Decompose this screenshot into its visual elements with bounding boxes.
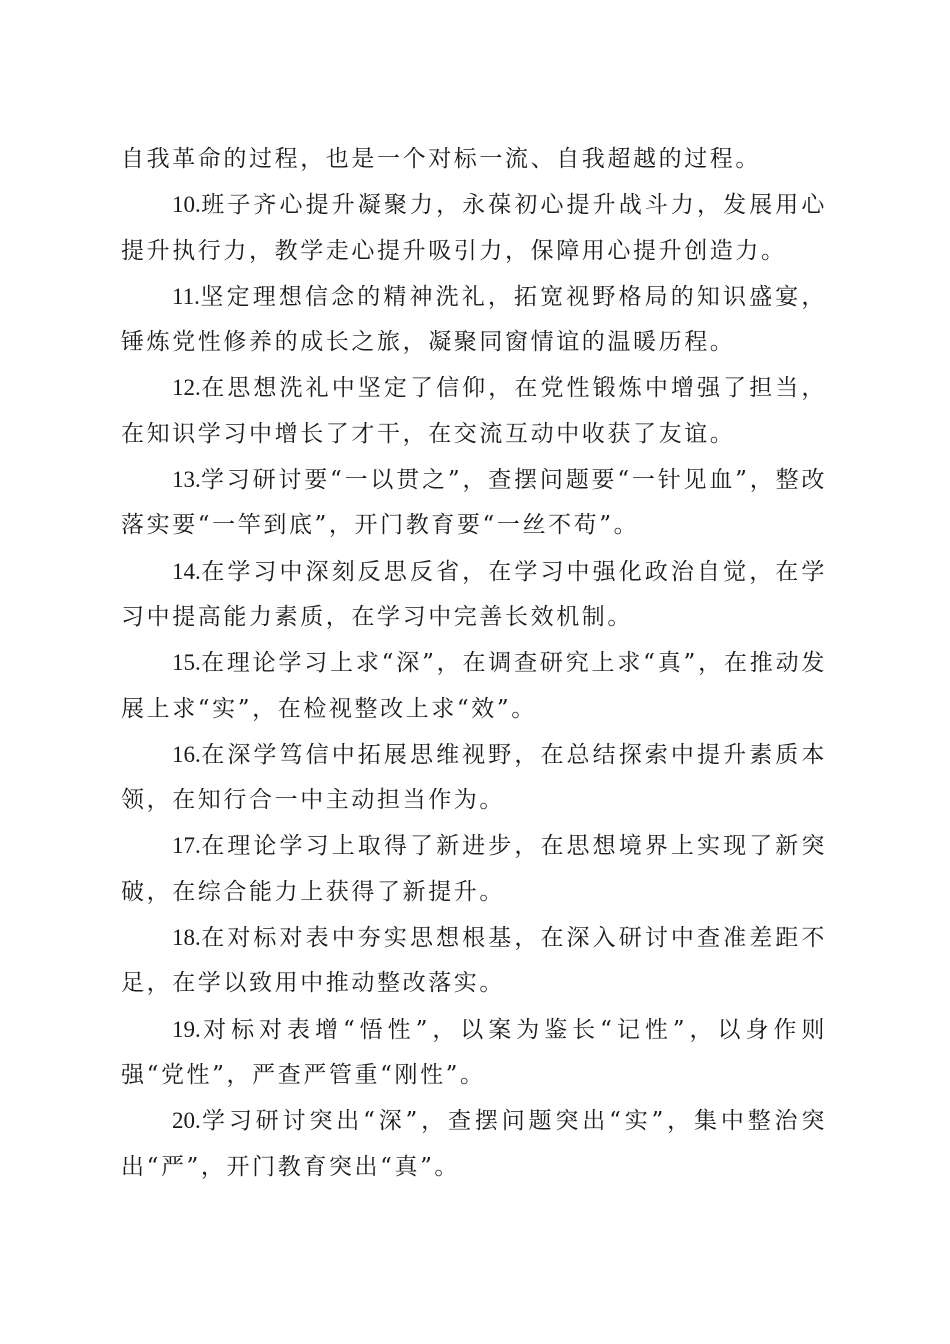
list-item	[121, 732, 827, 824]
document-body	[121, 137, 827, 1190]
item-number: 20.	[172, 1108, 201, 1134]
list-item	[121, 365, 827, 457]
item-text: 在理论学习上求“深”，在调查研究上求“真”，在推动发展上求“实”，在检视整改上求“效”。	[121, 650, 827, 722]
item-text: 对标对表增“悟性”，以案为鉴长“记性”，以身作则强“党性”，严查严管重“刚性”。	[121, 1016, 827, 1088]
item-number: 13.	[172, 467, 201, 493]
item-number: 10.	[172, 192, 201, 218]
list-item	[121, 274, 827, 366]
item-text: 学习研讨要“一以贯之”，查摆问题要“一针见血”，整改落实要“一竿到底”，开门教育要“一丝不苟”。	[121, 467, 827, 539]
item-text: 学习研讨突出“深”，查摆问题突出“实”，集中整治突出“严”，开门教育突出“真”。	[121, 1108, 827, 1180]
continuation-paragraph: 自我革命的过程，也是一个对标一流、自我超越的过程。	[121, 146, 761, 172]
item-text: 在深学笃信中拓展思维视野，在总结探索中提升素质本领，在知行合一中主动担当作为。	[121, 741, 827, 814]
list-item	[121, 640, 827, 732]
item-number: 16.	[172, 741, 201, 767]
item-text: 班子齐心提升凝聚力，永葆初心提升战斗力，发展用心提升执行力，教学走心提升吸引力，保障用心提升创造力。	[121, 192, 827, 264]
list-item	[121, 915, 827, 1007]
list-item	[121, 457, 827, 549]
list-item	[121, 182, 827, 274]
item-number: 11.	[172, 283, 200, 309]
list-item	[121, 549, 827, 641]
item-number: 14.	[172, 558, 201, 584]
item-text: 在思想洗礼中坚定了信仰，在党性锻炼中增强了担当，在知识学习中增长了才干，在交流互动中收获了友谊。	[121, 375, 827, 447]
item-number: 19.	[172, 1016, 201, 1042]
item-number: 18.	[172, 925, 201, 951]
item-text: 在理论学习上取得了新进步，在思想境界上实现了新突破，在综合能力上获得了新提升。	[121, 833, 827, 905]
item-number: 17.	[172, 833, 201, 859]
item-text: 坚定理想信念的精神洗礼，拓宽视野格局的知识盛宴，锤炼党性修养的成长之旅，凝聚同窗情谊的温暖历程。	[121, 283, 827, 356]
list-item	[121, 823, 827, 915]
list-item	[121, 1007, 827, 1099]
item-number: 12.	[172, 375, 201, 401]
item-number: 15.	[172, 650, 201, 676]
item-text: 在学习中深刻反思反省，在学习中强化政治自觉，在学习中提高能力素质，在学习中完善长效机制。	[121, 558, 827, 630]
item-text: 在对标对表中夯实思想根基，在深入研讨中查准差距不足，在学以致用中推动整改落实。	[121, 925, 827, 997]
list-item	[121, 1098, 827, 1190]
